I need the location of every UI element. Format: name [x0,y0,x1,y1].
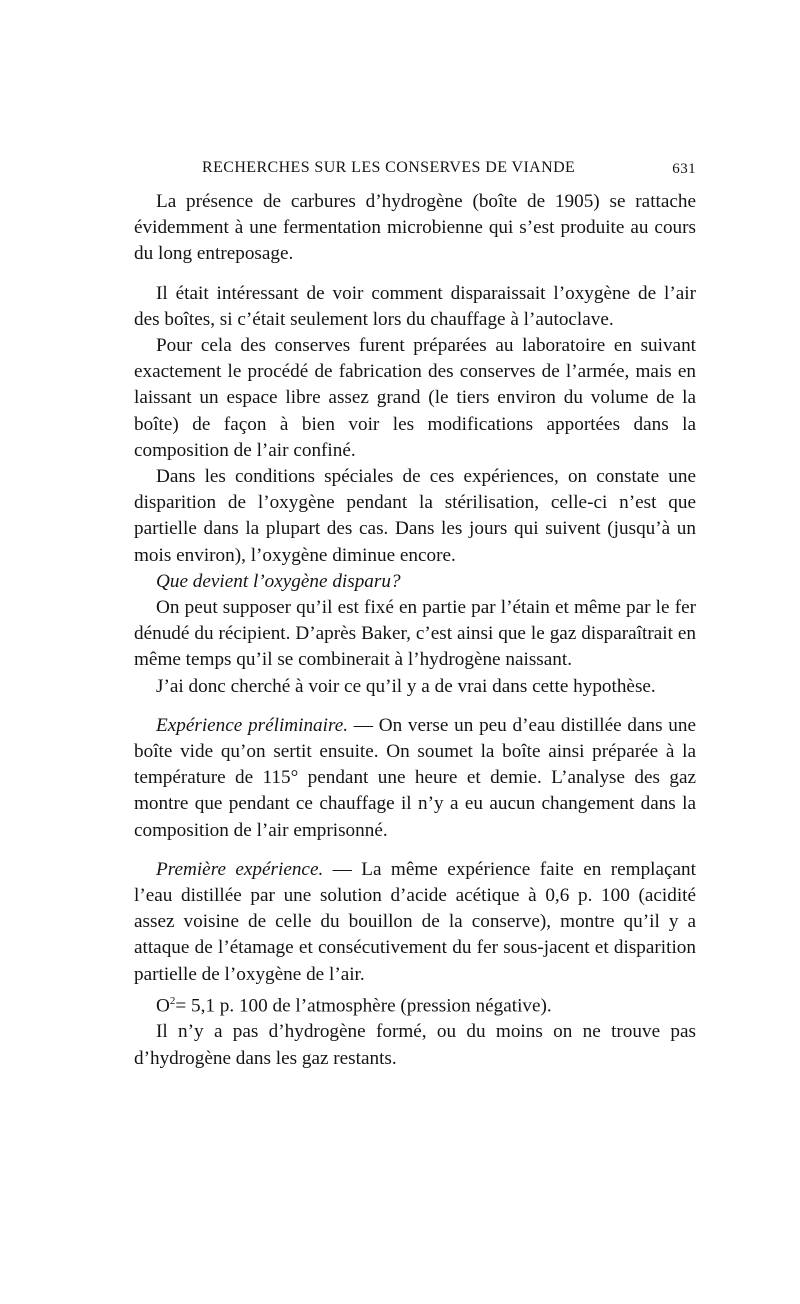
oxygen-symbol: O [156,995,170,1017]
paragraph: On peut supposer qu’il est fixé en partie par l’étain et même par le fer dénudé du récipient. D’après Baker, c’est ainsi que le gaz disparaîtrait en même temps qu’il se combinerait à l’hydrogène naissant. [134,597,696,671]
experiment-label: Première expérience. [156,858,324,880]
oxygen-measurement [134,988,696,1020]
body-text [134,189,696,1072]
experiment-preliminary [134,713,696,844]
running-title: RECHERCHES SUR LES CONSERVES DE VIANDE [202,159,576,176]
experiment-first [134,857,696,988]
paragraph: Il n’y a pas d’hydrogène formé, ou du moins on ne trouve pas d’hydrogène dans les gaz restants. [134,1021,696,1069]
page-number: 631 [672,161,696,177]
experiment-text: — On verse un peu d’eau distillée dans une boîte vide qu’on sertit ensuite. On soumet la boîte ainsi préparée à la température de 115° pendant une heure et demie. L’analyse des gaz montre que pendant ce chauffage il n’y a eu aucun changement dans la composition de l’air emprisonné. [134,714,696,841]
document-page [134,155,696,1072]
experiment-label: Expérience préliminaire. [156,714,349,736]
question-heading [134,569,696,595]
paragraph: Pour cela des conserves furent préparées au laboratoire en suivant exactement le procédé de fabrication des conserves de l’armée, mais en laissant un espace libre assez grand (le tiers environ du volume de la boîte) de façon à bien voir les modifications apportées dans la composition de l’air confiné. [134,335,696,461]
oxygen-subscript: 2 [169,994,176,1007]
experiment-text: — La même expérience faite en remplaçant l’eau distillée par une solution d’acide acétique à 0,6 p. 100 (acidité assez voisine de celle du bouillon de la conserve), montre qu’il y a attaque de l’étamage et consécutivement du fer sous-jacent et disparition partielle de l’oxygène de l’air. [134,858,696,985]
measurement-text: = 5,1 p. 100 de l’atmosphère (pression négative). [175,995,552,1017]
paragraph: La présence de carbures d’hydrogène (boîte de 1905) se rattache évidemment à une fermentation microbienne qui s’est produite au cours du long entreposage. [134,191,696,265]
paragraph: Dans les conditions spéciales de ces expériences, on constate une disparition de l’oxygène pendant la stérilisation, celle-ci n’est que partielle dans la plupart des cas. Dans les jours qui suivent (jusqu’à un mois environ), l’oxygène diminue encore. [134,466,696,566]
running-header [134,155,696,189]
question-text: Que devient l’oxygène disparu? [156,570,401,592]
paragraph: J’ai donc cherché à voir ce qu’il y a de vrai dans cette hypothèse. [156,675,656,697]
paragraph: Il était intéressant de voir comment disparaissait l’oxygène de l’air des boîtes, si c’était seulement lors du chauffage à l’autoclave. [134,282,696,330]
